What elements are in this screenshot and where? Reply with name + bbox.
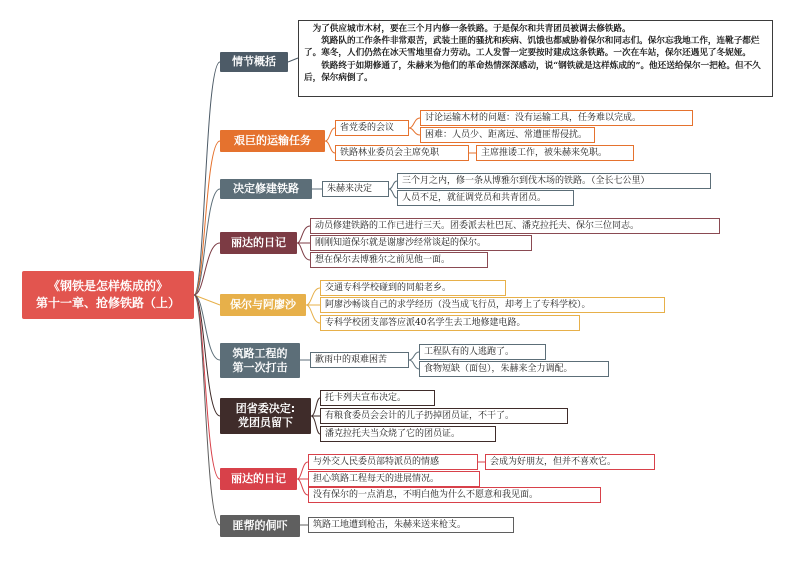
node-leaf: 有粮食委员会会计的儿子扔掉团员证，不干了。 [320,408,568,424]
root-title-line2: 第十一章、抢修铁路（上） [35,296,180,310]
node-leaf: 会成为好朋友，但并不喜欢它。 [485,454,655,470]
node-leaf: 没有保尔的一点消息，不明白他为什么不愿意和我见面。 [308,487,601,503]
branch-rita-diary-2: 丽达的日记 [220,468,297,490]
node-leaf: 潘克拉托夫当众烧了它的团员证。 [320,426,496,442]
branch-label-line2: 第一次打击 [232,360,288,374]
root-topic [22,271,194,319]
node-chairman-dismissed: 铁路林业委员会主席免职 [335,145,469,161]
branch-league-decision [220,398,311,434]
node-leaf: 困难：人员少、距离远、常遭匪帮侵扰。 [420,127,595,143]
summary-paragraph: 铁路终于如期修通了，朱赫来为他们的革命热情深深感动，说“钢铁就是这样炼成的”。他还送给保尔一把枪。但不久后，保尔病倒了。 [304,60,761,83]
branch-paul-alyosha: 保尔与阿廖沙 [220,294,306,316]
node-leaf: 食物短缺（面包），朱赫来全力调配。 [419,361,609,377]
branch-bandit-threat: 匪帮的侗吓 [220,515,300,537]
branch-transport-task: 艰巨的运输任务 [220,130,325,152]
branch-plot-summary: 情节概括 [220,52,288,72]
node-envoy-feelings: 与外交人民委员部特派员的情感 [308,454,478,470]
branch-label-line2: 党团员留下 [238,416,293,429]
node-leaf: 工程队有的人逃跑了。 [419,344,546,360]
node-leaf: 讨论运输木材的问题：没有运输工具，任务难以完成。 [420,110,693,126]
summary-paragraph: 筑路队的工作条件非常艰苦，武装土匪的骚扰和疾病、饥饿也都威胁着保尔和同志们。保尔忘我地工作，连靴子都烂了。寒冬，人们仍然在冰天雪地里奋力劳动。工人发誓一定要按时建成这条铁路。一次在车站，保尔还遇见了冬妮娅。 [304,36,760,59]
node-leaf: 专科学校团支部答应派40名学生去工地修建电路。 [320,315,580,331]
node-leaf: 主席推诿工作，被朱赫来免职。 [476,145,634,161]
node-leaf: 想在保尔去博雅尔之前见他一面。 [310,252,488,268]
branch-rita-diary-1: 丽达的日记 [220,232,297,254]
node-leaf: 动员修建铁路的工作已进行三天。团委派去杜巴瓦、潘克拉托夫、保尔三位同志。 [310,218,720,234]
node-leaf: 筑路工地遭到枪击，朱赫来送来枪支。 [308,517,514,533]
node-zhuhelai-decision: 朱赫来决定 [322,181,389,197]
root-title-line1: 《钢铁是怎样炼成的》 [47,279,168,293]
node-leaf: 托卡列夫宣布决定。 [320,390,435,406]
node-leaf: 交通专科学校碰到的同船老乡。 [320,280,506,296]
node-hardship: 歉雨中的艰难困苦 [310,352,409,368]
node-party-meeting: 省党委的会议 [335,120,409,136]
node-leaf: 阿廖沙畅谈自己的求学经历（没当成飞行员，却考上了专科学校）。 [320,297,665,313]
summary-paragraph: 为了供应城市木材，要在三个月内修一条铁路。于是保尔和共青团员被调去修铁路。 [312,24,631,34]
plot-summary-box [298,20,773,97]
node-leaf: 人员不足，就征调党员和共青团员。 [397,190,574,206]
branch-label-line1: 筑路工程的 [232,346,288,360]
branch-first-blow [220,343,300,378]
node-leaf: 担心筑路工程每天的进展情况。 [308,471,480,487]
branch-build-railway: 决定修建铁路 [220,179,312,199]
node-leaf: 刚刚知道保尔就是谢廖沙经常谈起的保尔。 [310,235,532,251]
branch-label-line1: 团省委决定: [235,402,296,415]
node-leaf: 三个月之内，修一条从博雅尔到伐木场的铁路。（全长七公里） [397,173,711,189]
